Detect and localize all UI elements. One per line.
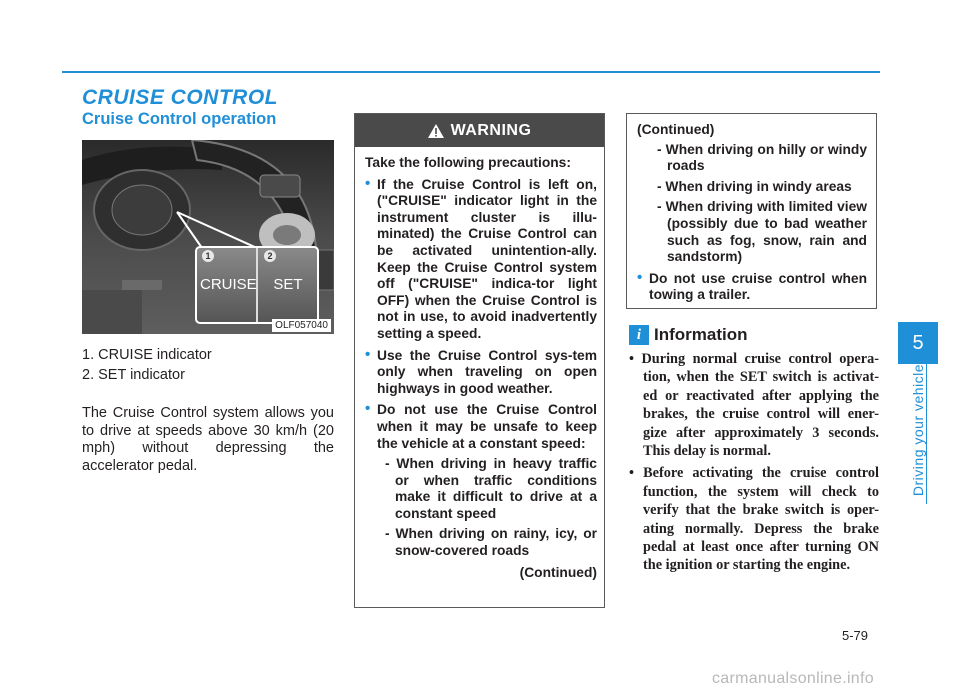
body-paragraph: The Cruise Control system allows you to drive at speeds above 30 km/h (20 mph) without depressing the accelerator pedal.	[82, 405, 334, 474]
continued-sub-item: - When driving on hilly or windy roads	[657, 141, 867, 174]
info-icon: i	[629, 325, 649, 345]
warning-triangle-icon	[428, 124, 444, 138]
warning-box	[354, 113, 605, 608]
callout-2-marker: 2	[264, 250, 276, 262]
warning-item: • Use the Cruise Control sys-tem only when traveling on open highways in good weather.	[365, 345, 597, 396]
figure-code: OLF057040	[272, 319, 331, 332]
information-item: • During normal cruise control opera-tion, when the SET switch is activat-ed or reactivated after applying the brakes, the cruise control will ener-gize after approximately 3 seconds. This delay is normal.	[629, 351, 879, 460]
section-title: CRUISE CONTROL	[82, 86, 278, 109]
warning-sub-item: - When driving on rainy, icy, or snow-covered roads	[385, 526, 597, 559]
continued-heading: (Continued)	[637, 122, 715, 137]
continued-sub-item: - When driving in windy areas	[657, 178, 852, 194]
bullet-icon: •	[365, 400, 371, 418]
dashboard-photo	[82, 140, 334, 334]
top-rule	[62, 71, 880, 73]
caption-item: 2. SET indicator	[82, 367, 185, 383]
page-number: 5-79	[842, 628, 869, 643]
figure-captions	[82, 345, 212, 385]
information-item: • Before activating the cruise control function, the system will check to verify that the brake switch is oper-ating normally. Depress the brake pedal at least once after turning ON the ignition or starting the engine.	[629, 465, 879, 574]
caption-item: 1. CRUISE indicator	[82, 347, 212, 363]
bullet-icon: •	[365, 345, 371, 363]
warning-continued: (Continued)	[519, 564, 597, 580]
chapter-rule	[926, 364, 927, 504]
information-list	[629, 350, 879, 579]
cruise-button-label: CRUISE	[200, 276, 257, 293]
warning-header	[355, 114, 604, 147]
chapter-label: Driving your vehicle	[910, 363, 926, 497]
information-title: Information	[654, 325, 748, 344]
continued-item: • Do not use cruise control when towing a trailer.	[637, 268, 867, 303]
continued-sub-item: - When driving with limited view (possibly due to bad weather such as fog, snow, rain and sandstorm)	[657, 199, 867, 265]
warning-item: • Do not use the Cruise Control when it may be unsafe to keep the vehicle at a constant speed: - When driving in heavy traffic or when traffic conditions make it difficult to drive at a constant speed - When driving on rainy, icy, or snow-covered roads	[365, 400, 597, 559]
watermark: carmanualsonline.info	[712, 670, 874, 687]
warning-item: • If the Cruise Control is left on, ("CRUISE" indicator light in the instrument cluster is illu-minated) the Cruise Control can be activated unintention-ally. Keep the Cruise Control system off ("CRUISE" indica-tor light OFF) when the Cruise Control is not in use, to avoid inadvertently setting a speed.	[365, 174, 597, 341]
continued-warning-box	[626, 113, 877, 309]
set-button-label: SET	[273, 276, 303, 293]
bullet-icon: •	[365, 174, 371, 192]
warning-intro: Take the following precautions:	[365, 155, 571, 170]
subsection-title: Cruise Control operation	[82, 110, 277, 128]
dashboard-illustration	[82, 140, 334, 334]
warning-sub-item: - When driving in heavy traffic or when traffic conditions make it difficult to drive at a constant speed	[385, 456, 597, 521]
callout-1-marker: 1	[202, 250, 214, 262]
chapter-tab: 5	[898, 322, 938, 364]
warning-heading: WARNING	[450, 121, 532, 139]
bullet-icon: •	[637, 268, 643, 286]
